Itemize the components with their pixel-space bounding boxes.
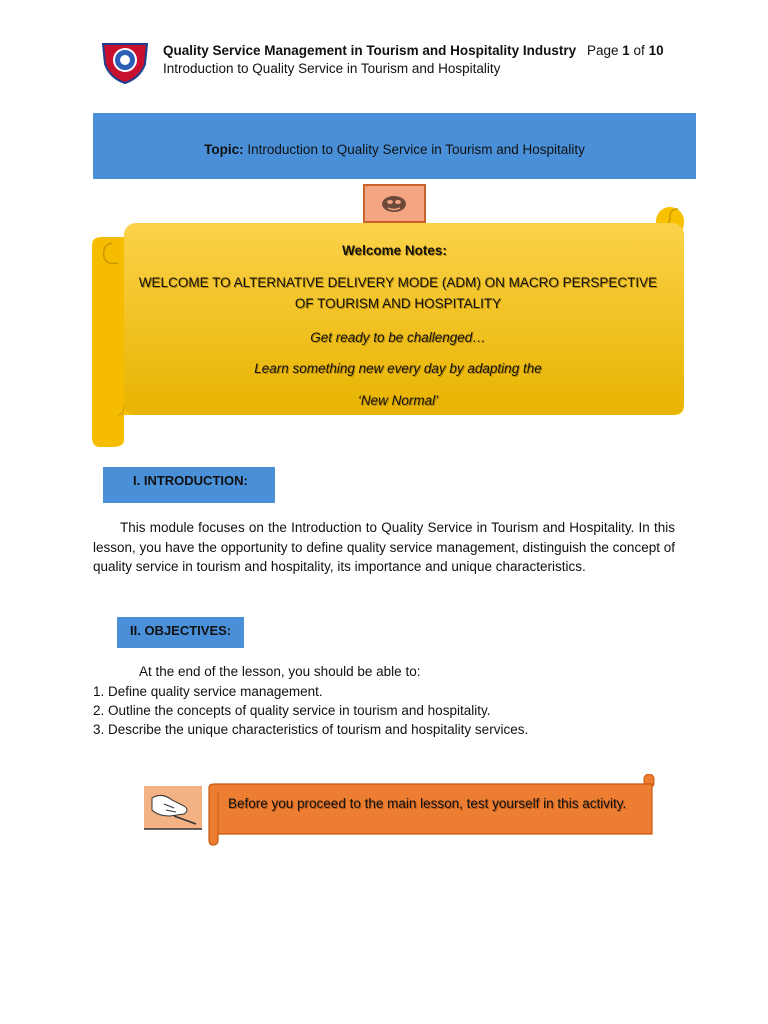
writing-hand-icon [144, 786, 204, 831]
introduction-heading: I. INTRODUCTION: [103, 467, 275, 503]
page-current: 1 [622, 43, 630, 58]
objectives-intro: At the end of the lesson, you should be able to: [139, 664, 421, 679]
introduction-paragraph: This module focuses on the Introduction to Quality Service in Tourism and Hospitality. In this lesson, you have the opportunity to define quality service management, distinguish the concept of quality service in tourism and hospitality, its importance and unique characteristics. [93, 520, 675, 574]
objectives-heading: II. OBJECTIVES: [117, 617, 244, 648]
topic-banner [93, 113, 696, 179]
objective-item: 2. Outline the concepts of quality service in tourism and hospitality. [93, 703, 491, 718]
school-logo [100, 40, 150, 84]
welcome-headline: WELCOME TO ALTERNATIVE DELIVERY MODE (ADM) ON MACRO PERSPECTIVE OF TOURISM AND HOSPITALITY [138, 275, 658, 311]
welcome-line-2: Learn something new every day by adapting the [254, 361, 542, 376]
welcome-line-1: Get ready to be challenged… [310, 330, 486, 345]
topic-text: Topic: Introduction to Quality Service in Tourism and Hospitality [204, 142, 585, 157]
document-subtitle: Introduction to Quality Service in Tourism and Hospitality [163, 61, 501, 76]
page-total: 10 [648, 43, 664, 58]
objective-item: 1. Define quality service management. [93, 684, 323, 699]
page-indicator: Page 1 of 10 [587, 43, 664, 58]
topic-label: Topic: [204, 142, 244, 157]
activity-text: Before you proceed to the main lesson, test yourself in this activity. [228, 796, 627, 811]
document-title: Quality Service Management in Tourism and Hospitality Industry [163, 43, 577, 58]
welcome-title: Welcome Notes: [342, 243, 447, 258]
objective-item: 3. Describe the unique characteristics of tourism and hospitality services. [93, 722, 529, 737]
welcome-line-3: ‘New Normal’ [357, 393, 439, 408]
